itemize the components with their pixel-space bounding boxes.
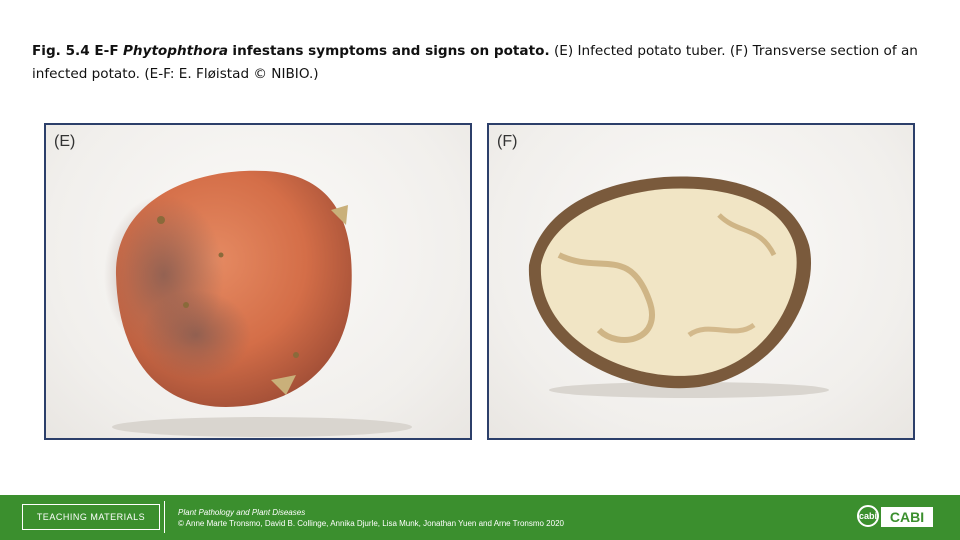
caption-body-1: (E) Infected potato tuber. (F) Transverse section of an	[553, 43, 918, 59]
panel-label-f: (F)	[497, 133, 518, 150]
cabi-logo-text: CABI	[881, 507, 933, 527]
book-credit	[178, 507, 564, 529]
potato-section-image	[489, 125, 915, 440]
panel-label-e: (E)	[54, 133, 76, 150]
book-title: Plant Pathology and Plant Diseases	[178, 508, 306, 517]
photo-panel-f	[487, 123, 915, 440]
figure-label: Fig. 5.4 E-F	[32, 43, 119, 59]
cabi-logo	[855, 504, 935, 530]
species-name: Phytophthora	[122, 43, 229, 59]
caption-body-2: infected potato. (E-F: E. Fløistad © NIBIO.)	[32, 66, 319, 82]
photo-panel-e	[44, 123, 472, 440]
book-authors: © Anne Marte Tronsmo, David B. Collinge, Annika Djurle, Lisa Munk, Jonathan Yuen and Arne Tronsmo 2020	[178, 519, 564, 528]
teaching-materials-label: TEACHING MATERIALS	[22, 504, 160, 530]
caption-title: infestans symptoms and signs on potato.	[232, 43, 550, 59]
cabi-logo-icon: cabi	[857, 505, 879, 527]
footer-bar	[0, 495, 960, 540]
footer-divider	[164, 501, 165, 533]
figure-caption	[32, 40, 932, 86]
potato-tuber-image	[46, 125, 472, 440]
